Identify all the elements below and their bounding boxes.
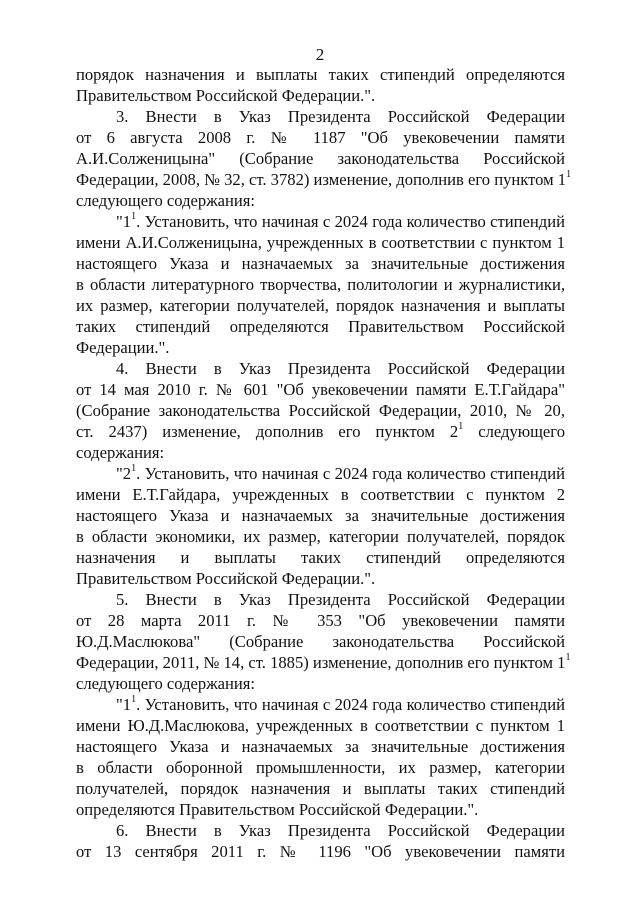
text-line-content: от 28 марта 2011 г. № 353 "Об увековечении памяти: [76, 611, 565, 630]
text-line: [76, 757, 565, 778]
text-line: [76, 232, 565, 253]
text-line: [76, 547, 565, 568]
text-line-content: настоящего Указа и назначаемых за значительные достижения: [76, 506, 565, 525]
text-line: [76, 778, 565, 799]
superscript: 1: [458, 421, 464, 433]
superscript: 1: [131, 694, 137, 706]
text-line-content: содержания:: [76, 443, 165, 462]
text-line-content: Федерации.".: [76, 338, 170, 357]
text-line: [76, 169, 572, 190]
text-line: [76, 505, 565, 526]
text-line-content: имени А.И.Солженицына, учрежденных в соответствии с пунктом 1: [76, 233, 565, 252]
text-line-content: Правительством Российской Федерации.".: [76, 569, 376, 588]
text-line-continuation: . Установить, что начиная с 2024 года количество стипендий: [136, 464, 565, 483]
text-line: [76, 295, 565, 316]
text-line-content: 6. Внести в Указ Президента Российской Федерации: [116, 821, 565, 840]
text-line: [76, 568, 565, 589]
text-line: [76, 148, 565, 169]
text-line-content: имени Ю.Д.Маслюкова, учрежденных в соответствии с пунктом 1: [76, 716, 565, 735]
text-line-content: от 6 августа 2008 г. № 1187 "Об увековечении памяти: [76, 128, 565, 147]
text-line-content: 4. Внести в Указ Президента Российской Федерации: [116, 359, 565, 378]
text-line: [76, 841, 565, 862]
superscript: 1: [131, 211, 137, 223]
text-line: [76, 610, 565, 631]
text-line-content: настоящего Указа и назначаемых за значительные достижения: [76, 254, 565, 273]
superscript: 1: [565, 652, 571, 664]
text-line-content: определяются Правительством Российской Федерации.".: [76, 800, 479, 819]
text-line-content: имени Е.Т.Гайдара, учрежденных в соответствии с пунктом 2: [76, 485, 565, 504]
text-line-content: в области оборонной промышленности, их размер, категории: [76, 758, 565, 777]
text-line: [76, 127, 565, 148]
text-line: [116, 463, 565, 484]
text-line-content: А.И.Солженицына" (Собрание законодательства Российской: [76, 149, 565, 168]
text-line: [76, 337, 565, 358]
text-line-content: (Собрание законодательства Российской Федерации, 2010, № 20,: [76, 401, 565, 420]
text-line-content: Федерации, 2008, № 32, ст. 3782) изменение, дополнив его пунктом 1: [76, 170, 567, 189]
text-line: [76, 64, 565, 85]
text-line: [76, 715, 565, 736]
text-line-content: следующего содержания:: [76, 674, 256, 693]
text-line: [76, 652, 571, 673]
text-line-content: от 13 сентября 2011 г. № 1196 "Об увековечении памяти: [76, 842, 565, 861]
text-line: [76, 274, 565, 295]
text-line-continuation: . Установить, что начиная с 2024 года количество стипендий: [136, 212, 565, 231]
page-number: 2: [315, 45, 325, 64]
text-line-content: Федерации, 2011, № 14, ст. 1885) изменение, дополнив его пунктом 1: [76, 653, 566, 672]
text-line-content: получателей, порядок назначения и выплаты таких стипендий: [76, 779, 565, 798]
text-line: [76, 799, 565, 820]
text-line: [116, 694, 565, 715]
text-line-content: ст. 2437) изменение, дополнив его пунктом 2: [76, 422, 459, 441]
text-line: [76, 190, 565, 211]
superscript: 1: [566, 169, 572, 181]
text-line: [116, 358, 565, 379]
text-line-content: 5. Внести в Указ Президента Российской Федерации: [116, 590, 565, 609]
text-line: [116, 211, 565, 232]
text-line-content: "1: [116, 695, 132, 714]
text-line-content: порядок назначения и выплаты таких стипендий определяются: [76, 65, 565, 84]
text-line-content: следующего содержания:: [76, 191, 256, 210]
text-line: [76, 85, 565, 106]
text-line-content: Правительством Российской Федерации.".: [76, 86, 376, 105]
text-line-content: настоящего Указа и назначаемых за значительные достижения: [76, 737, 565, 756]
text-line: [76, 379, 565, 400]
text-line: [76, 253, 565, 274]
text-line: [76, 673, 565, 694]
text-line-continuation: . Установить, что начиная с 2024 года количество стипендий: [136, 695, 565, 714]
text-line-content: от 14 мая 2010 г. № 601 "Об увековечении памяти Е.Т.Гайдара": [76, 380, 565, 399]
text-line: [116, 589, 565, 610]
text-line: [76, 400, 565, 421]
text-line-content: Ю.Д.Маслюкова" (Собрание законодательства Российской: [76, 632, 565, 651]
superscript: 1: [131, 463, 137, 475]
text-line-content: в области экономики, их размер, категории получателей, порядок: [76, 527, 565, 546]
text-line: [116, 820, 565, 841]
text-line: [76, 316, 565, 337]
text-line-content: "1: [116, 212, 132, 231]
text-line-content: в области литературного творчества, политологии и журналистики,: [76, 275, 565, 294]
text-line: [76, 484, 565, 505]
text-line: [76, 421, 565, 442]
text-line-content: назначения и выплаты таких стипендий определяются: [76, 548, 565, 567]
text-line-content: таких стипендий определяются Правительством Российской: [76, 317, 565, 336]
text-line-content: "2: [116, 464, 132, 483]
text-line: [76, 736, 565, 757]
text-line: [76, 631, 565, 652]
text-line: [116, 106, 565, 127]
text-line-content: 3. Внести в Указ Президента Российской Федерации: [116, 107, 565, 126]
text-line: [76, 442, 565, 463]
text-line: [76, 526, 565, 547]
text-line-continuation: следующего: [463, 422, 565, 441]
text-line-content: их размер, категории получателей, порядок назначения и выплаты: [76, 296, 565, 315]
